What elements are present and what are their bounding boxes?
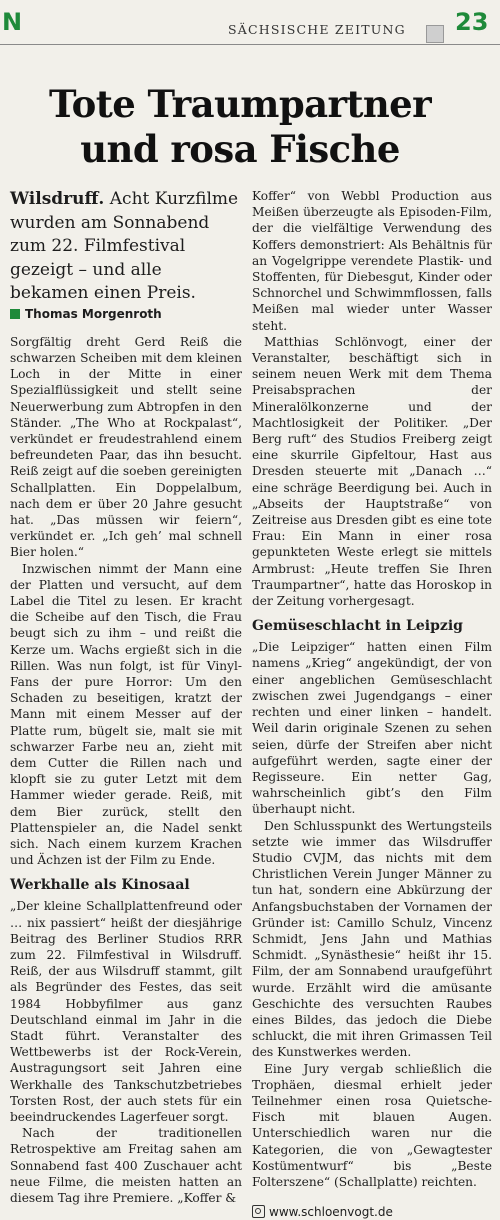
web-link-icon: [252, 1205, 265, 1218]
article-column-1: [10, 188, 242, 1206]
lead-text: Acht Kurzfilme wurden am Sonnabend zum 22. Filmfestival gezeigt – und alle bekamen einen Preis.: [10, 189, 239, 303]
paragraph: Nach der traditionellen Retrospektive am Freitag sahen am Sonnabend fast 400 Zuschauer acht neue Filme, die meisten hatten an diesem Tag ihre Premiere. „Koffer &: [10, 1126, 242, 1206]
paragraph: Eine Jury vergab schließlich die Trophäen, diesmal erhielt jeder Teilnehmer einen rosa Quietsche-Fisch mit blauen Augen. Unterschiedlich waren nur die Kategorien, die von „Gewagtester Kostümentwurf“ bis „Beste Folterszene“ (Schallplatte) reichten.: [252, 1061, 492, 1189]
section-letter: N: [2, 8, 23, 36]
web-link-text[interactable]: www.schloenvogt.de: [269, 1205, 393, 1220]
article-headline: Tote Traumpartner und rosa Fische: [48, 82, 431, 171]
page-header: [0, 0, 500, 45]
author-square-icon: [10, 309, 20, 319]
author-line: [10, 306, 242, 322]
author-name: Thomas Morgenroth: [25, 306, 162, 321]
paragraph: Koffer“ von Webbl Production aus Meißen überzeugte als Episoden-Film, der die vielfältige Verwendung des Koffers demonstriert: Als Behältnis für an Vogelgrippe verendete Plastik- und Stoffenten, für Diebesgut, Kinder oder Schnorchel und Schwimmflossen, falls Meißen mal wieder unter Wasser steht.: [252, 189, 492, 333]
paragraph: Matthias Schlönvogt, einer der Veranstalter, beschäftigt sich in seinem neuen Werk mit dem Thema Preisabsprachen der Mineralölkonzerne und der Machtlosigkeit der Politiker. „Der Berg ruft“ des Studios Freiberg zeigt eine skurrile Gipfeltour, Hast aus Dresden steuerte mit „Danach …“ eine schräge Beerdigung bei. Auch in „Abseits der Hauptstraße“ von Zeitreise aus Dresden gibt es eine tote Frau: Ein Mann in einer rosa gepunkteten Weste erlegt sie mittels Armbrust: „Heute treffen Sie Ihren Traumpartner“, hatte das Horoskop in der Zeitung vorhergesagt.: [252, 334, 492, 609]
paragraph: „Der kleine Schallplattenfreund oder … nix passiert“ heißt der diesjährige Beitrag des Berliner Studios RRR zum 22. Filmfestival in Wilsdruff. Reiß, der aus Wilsdruff stammt, gilt als Begründer des Festes, das seit 1984 Hobbyfilmer aus ganz Deutschland einmal im Jahr in die Stadt führt. Veranstalter des Wettbewerbs ist der Rock-Verein, Austragungsort seit Jahren eine Werkhalle des Tankschutzbetriebes Torsten Rost, der auch stets für ein beeindruckendes Lagerfeuer sorgt.: [10, 899, 242, 1125]
lead-place: Wilsdruff.: [10, 189, 105, 209]
web-link[interactable]: [252, 1204, 492, 1220]
article-column-2: [252, 188, 492, 1220]
newspaper-name: SÄCHSISCHE ZEITUNG: [228, 22, 406, 37]
subheading: Werkhalle als Kinosaal: [10, 877, 190, 894]
paragraph: Sorgfältig dreht Gerd Reiß die schwarzen Scheiben mit dem kleinen Loch in der Mitte in einer Spezialflüssigkeit und stellt seine Neuerwerbung zum Abtropfen in den Ständer. „The Who at Rockpalast“, verkündet er freudestrahlend einem befreundeten Paar, das ihn besucht. Reiß zeigt auf die soeben gereinigten Schallplatten. Ein Doppelalbum, nach dem er über 20 Jahre gesucht hat. „Das müssen wir feiern“, verkündet er. „Ich geh’ mal schnell Bier holen.“: [10, 334, 242, 560]
paragraph: Den Schlusspunkt des Wertungsteils setzte wie immer das Wilsdruffer Studio CVJM, das nichts mit dem Christlichen Verein Junger Männer zu tun hat, sondern eine Abkürzung der Anfangsbuchstaben der Vornamen der Gründer ist: Camillo Schulz, Vincenz Schmidt, Jens Jahn und Mathias Schmidt. „Synästhesie“ heißt ihr 15. Film, der am Sonnabend uraufgeführt wurde. Erzählt wird die amüsante Geschichte des versuchten Raubes eines Bildes, das jedoch die Diebe schluckt, die mit ihren Grimassen Teil des Kunstwerkes werden.: [252, 818, 492, 1060]
page-number: 23: [455, 8, 489, 36]
page-marker-icon: [426, 25, 444, 43]
article-lead: [10, 188, 242, 306]
paragraph: Inzwischen nimmt der Mann eine der Platten und versucht, auf dem Label die Titel zu lesen. Er kracht die Scheibe auf den Tisch, die Frau beugt sich zu ihm – und reißt die Kerze um. Wachs ergießt sich in die Rillen. Was nun folgt, ist für Vinyl-Fans der pure Horror: Um den Schaden zu beseitigen, kratzt der Mann mit einem Messer auf der Platte rum, bügelt sie, malt sie mit schwarzer Farbe neu an, zieht mit dem Cutter die Rillen nach und klopft sie zu guter Letzt mit dem Hammer wieder gerade. Reiß, mit dem Bier zurück, stellt den Plattenspieler an, die Nadel senkt sich. Nach einem kurzem Krachen und Ächzen ist der Film zu Ende.: [10, 561, 242, 868]
subheading: Gemüseschlacht in Leipzig: [252, 618, 463, 635]
paragraph: „Die Leipziger“ hatten einen Film namens „Krieg“ angekündigt, der von einer angeblichen Gemüseschlacht zwischen zwei Jugendgangs – einer rechten und einer linken – handelt. Weil darin originale Szenen zu sehen seien, dürfe der Streifen aber nicht aufgeführt werden, sagte einer der Regisseure. Ein netter Gag, wahrscheinlich gibt’s den Film überhaupt nicht.: [252, 640, 492, 817]
